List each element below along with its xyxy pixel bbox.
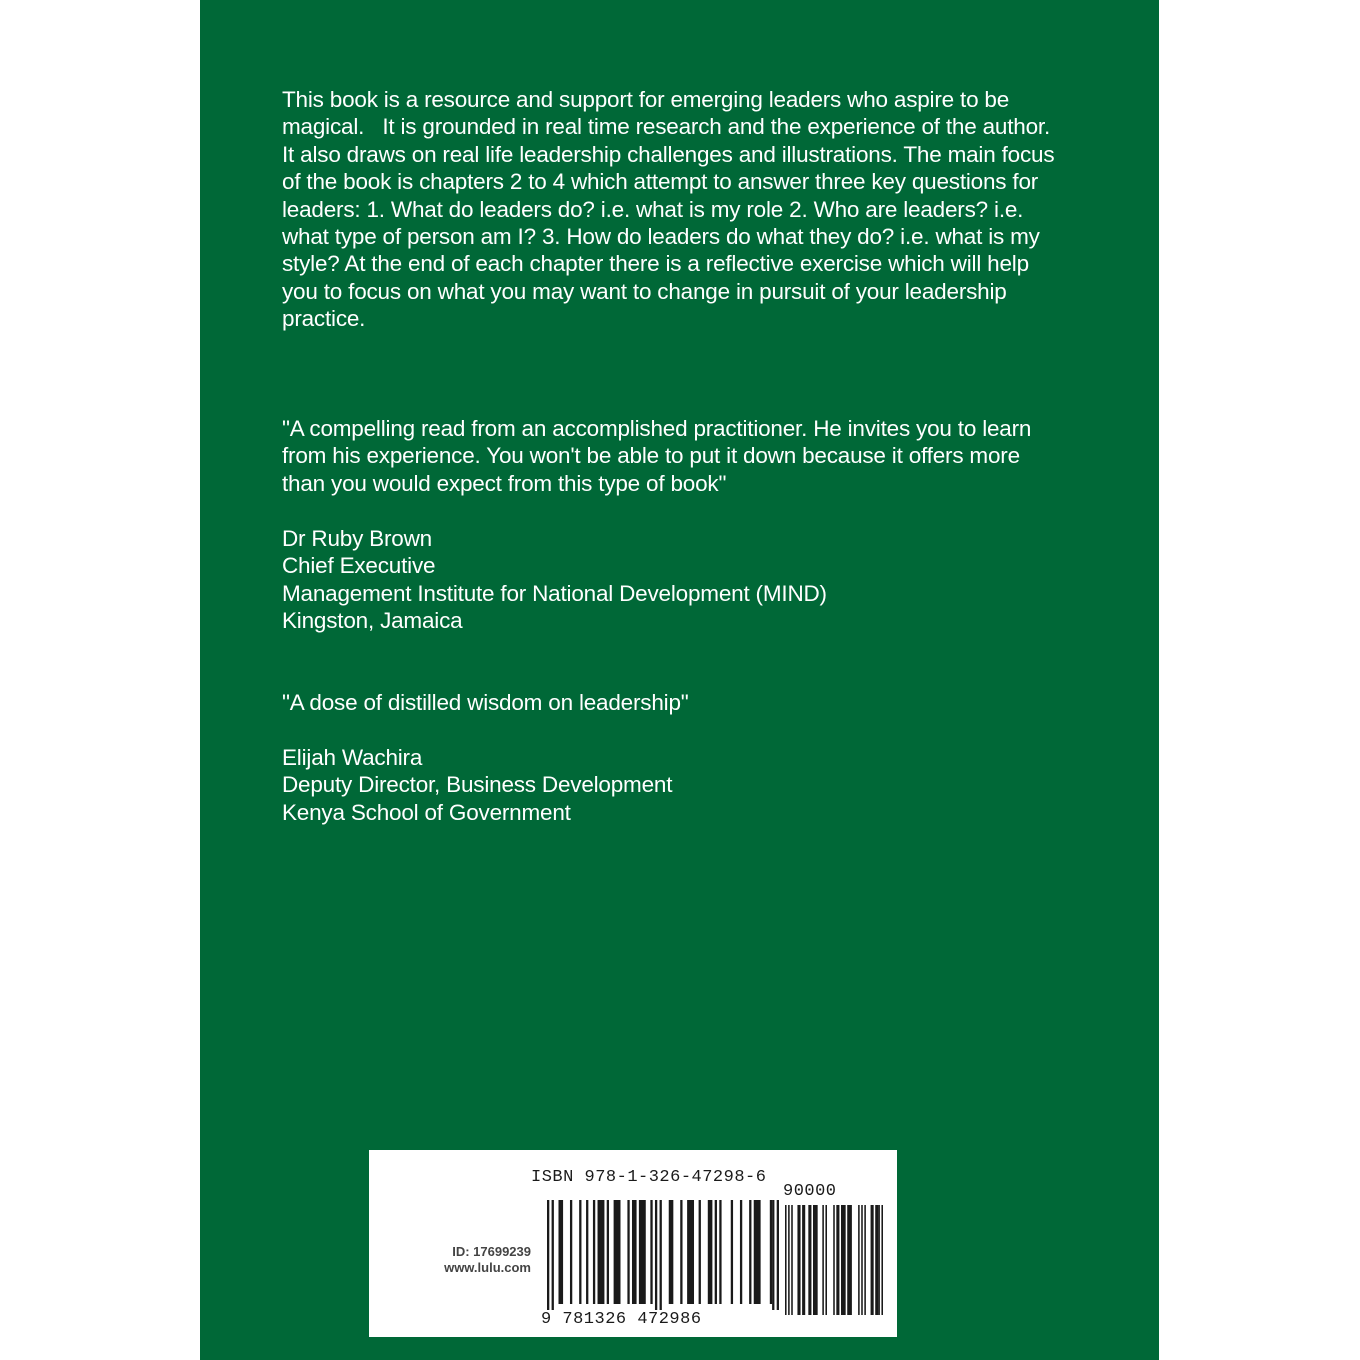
- blurb-line: practice.: [282, 306, 366, 332]
- endorser-name: Elijah Wachira: [282, 745, 423, 770]
- barcode-bar: [740, 1200, 742, 1304]
- barcode-bar: [680, 1200, 682, 1304]
- blurb-line: It also draws on real life leadership challenges and illustrations. The main focus: [282, 141, 1055, 167]
- barcode-bar: [754, 1200, 761, 1304]
- ean-digits: 9 781326 472986: [541, 1310, 702, 1329]
- barcode-bar: [791, 1205, 793, 1315]
- endorser-title: Deputy Director, Business Development: [282, 772, 673, 798]
- lulu-id-block: [401, 1244, 531, 1276]
- blurb-line: magical. It is grounded in real time research and the experience of the author.: [282, 114, 1051, 140]
- barcode-bar: [861, 1205, 863, 1315]
- barcode-bar: [875, 1205, 878, 1315]
- endorser-name: Dr Ruby Brown: [282, 526, 432, 551]
- ean13-barcode-icon: [547, 1200, 779, 1310]
- barcode-bar: [614, 1200, 621, 1304]
- quote-line: "A compelling read from an accomplished practitioner. He invites you to learn: [282, 416, 1032, 441]
- price-code: 90000: [783, 1182, 837, 1201]
- barcode-bar: [772, 1200, 774, 1310]
- barcode-bar: [770, 1200, 772, 1304]
- endorsement-attribution: [282, 744, 672, 826]
- barcode-bar: [881, 1205, 883, 1315]
- quote-line: than you would expect from this type of book": [282, 470, 727, 496]
- endorser-organization: Kenya School of Government: [282, 799, 571, 825]
- quote-line: from his experience. You won't be able to put it down because it offers more: [282, 443, 1020, 469]
- barcode-bar: [607, 1200, 609, 1304]
- barcode-bar: [797, 1205, 800, 1315]
- barcode-bar: [632, 1200, 637, 1304]
- blurb-line: leaders: 1. What do leaders do? i.e. what is my role 2. Who are leaders? i.e.: [282, 196, 1024, 222]
- barcode-bar: [650, 1200, 652, 1304]
- barcode-bar: [802, 1205, 805, 1315]
- barcode-bar: [586, 1200, 588, 1304]
- barcode-bar: [836, 1205, 839, 1315]
- barcode-bar: [777, 1200, 779, 1310]
- barcode-bar: [822, 1205, 824, 1315]
- barcode-bar: [687, 1200, 694, 1304]
- blurb-line: This book is a resource and support for emerging leaders who aspire to be: [282, 87, 1010, 112]
- barcode-bar: [552, 1200, 554, 1310]
- blurb-line: of the book is chapters 2 to 4 which attempt to answer three key questions for: [282, 169, 1039, 195]
- barcode-bar: [785, 1205, 787, 1315]
- barcode-bar: [570, 1200, 572, 1304]
- barcode-bar: [593, 1200, 595, 1304]
- barcode-bar: [813, 1205, 818, 1315]
- barcode-bar: [731, 1200, 733, 1304]
- barcode-bar: [579, 1200, 581, 1304]
- quote-line: "A dose of distilled wisdom on leadership": [282, 690, 689, 715]
- barcode-bar: [627, 1200, 629, 1304]
- barcode-bar: [871, 1205, 874, 1315]
- endorsement-quote: [282, 689, 689, 716]
- barcode-bar: [547, 1200, 549, 1310]
- endorser-title: Chief Executive: [282, 553, 436, 579]
- blurb-line: what type of person am I? 3. How do leaders do what they do? i.e. what is my: [282, 224, 1040, 250]
- barcode-bar: [864, 1205, 866, 1315]
- barcode-bar: [655, 1200, 657, 1310]
- barcode-bar: [825, 1205, 827, 1315]
- barcode-bar: [639, 1200, 646, 1304]
- endorser-organization: Management Institute for National Development (MIND): [282, 580, 827, 606]
- barcode-bar: [598, 1200, 605, 1304]
- barcode-label: [369, 1150, 897, 1337]
- lulu-url: www.lulu.com: [444, 1260, 531, 1275]
- barcode-bar: [808, 1205, 811, 1315]
- barcode-bar: [699, 1200, 701, 1304]
- barcode-bar: [708, 1200, 713, 1304]
- barcode-bar: [719, 1200, 721, 1304]
- blurb-line: style? At the end of each chapter there is a reflective exercise which will help: [282, 251, 1029, 277]
- isbn-label: ISBN 978-1-326-47298-6: [531, 1168, 767, 1187]
- barcode-bar: [847, 1205, 852, 1315]
- barcode-bar: [749, 1200, 751, 1304]
- blurb-line: you to focus on what you may want to change in pursuit of your leadership: [282, 278, 1007, 304]
- barcode-bar: [858, 1205, 860, 1315]
- endorsement-quote: [282, 415, 1082, 497]
- endorser-location: Kingston, Jamaica: [282, 608, 463, 634]
- endorsement-attribution: [282, 525, 827, 635]
- price-addon-barcode-icon: [785, 1205, 883, 1315]
- barcode-bar: [841, 1205, 846, 1315]
- barcode-bar: [878, 1205, 880, 1315]
- lulu-id: ID: 17699239: [452, 1244, 531, 1259]
- barcode-bar: [558, 1200, 563, 1304]
- barcode-bar: [833, 1205, 835, 1315]
- barcode-bar: [660, 1200, 662, 1310]
- barcode-bar: [788, 1205, 790, 1315]
- book-blurb: [282, 86, 1082, 333]
- barcode-bar: [669, 1200, 674, 1304]
- barcode-bar: [715, 1200, 717, 1304]
